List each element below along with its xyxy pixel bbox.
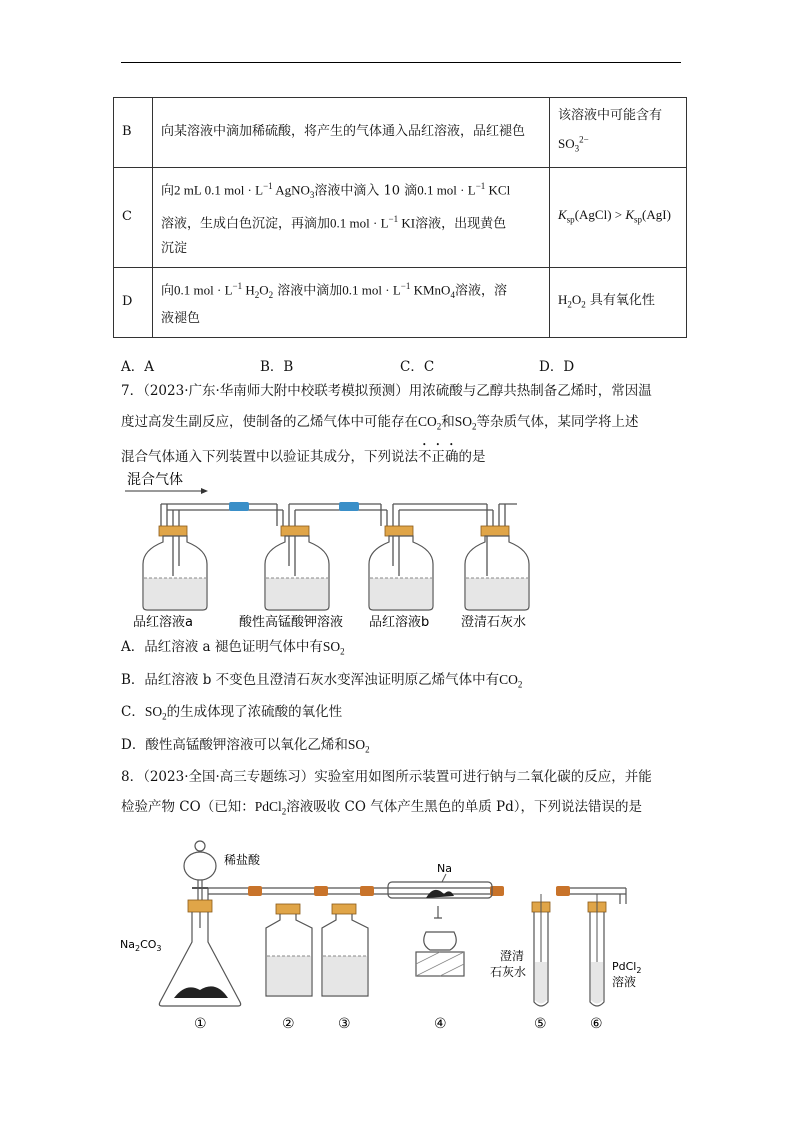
ksp-k: K bbox=[625, 207, 635, 223]
wash-bottle-2 bbox=[266, 904, 312, 996]
op-text: 向某溶液中滴加稀硫酸，将产生的气体通入品红溶液，品红褪色 bbox=[161, 124, 526, 140]
wash-bottle-3 bbox=[322, 904, 368, 996]
choice-a[interactable]: A．A bbox=[121, 359, 154, 375]
choice-d[interactable]: D．D bbox=[539, 359, 575, 375]
row-conclusion bbox=[550, 267, 687, 337]
text: 的是 bbox=[458, 449, 486, 465]
f-sub: 2 bbox=[281, 806, 287, 817]
apparatus-number: ⑤ bbox=[534, 1016, 547, 1032]
q8-stem-line2 bbox=[121, 797, 691, 822]
op-text: 溶液中滴入 10 滴 bbox=[314, 183, 418, 199]
op-text: 液褪色 bbox=[161, 310, 201, 326]
op-sub: 4 bbox=[450, 289, 455, 300]
q7-stem-line3 bbox=[121, 441, 691, 467]
q7-option-d[interactable] bbox=[121, 735, 691, 760]
emphasis-text: 不正确 bbox=[418, 449, 459, 465]
f-part: SO bbox=[558, 136, 575, 152]
f-sup: 2− bbox=[579, 135, 589, 145]
choice-b[interactable]: B．B bbox=[260, 359, 294, 375]
f-part: O bbox=[571, 292, 582, 308]
q7-stem-line1: 7．（2023·广东·华南师大附中校联考模拟预测）用浓硫酸与乙醇共热制备乙烯时，常因温 bbox=[121, 383, 652, 399]
f-sub: 2 bbox=[472, 421, 477, 432]
f-sub: 2 bbox=[134, 944, 141, 953]
text: 溶液吸收 CO 气体产生黑色的单质 Pd），下列说法错误的是 bbox=[286, 799, 642, 815]
text: 的生成体现了浓硫酸的氧化性 bbox=[166, 704, 343, 720]
row-conclusion bbox=[550, 98, 687, 168]
fig-title: 混合气体 bbox=[127, 472, 183, 488]
pdcl2-solution-label: 溶液 bbox=[612, 975, 637, 989]
q7-option-c[interactable] bbox=[121, 702, 691, 727]
apparatus-number: ① bbox=[194, 1016, 207, 1032]
op-text: 溶液，生成白色沉淀，再滴加 bbox=[161, 216, 331, 232]
f-sub: 3 bbox=[156, 944, 162, 953]
bottle-label: 品红溶液b bbox=[369, 615, 430, 628]
row-label: C bbox=[114, 167, 153, 267]
options-table bbox=[113, 97, 687, 338]
op-formula: 0.1 mol · L bbox=[342, 282, 401, 298]
ksp-end: (AgI) bbox=[642, 207, 671, 223]
row-operation bbox=[153, 98, 550, 168]
bottle-2 bbox=[265, 526, 329, 610]
limewater-label-2: 石灰水 bbox=[490, 965, 527, 979]
bottle-3 bbox=[369, 526, 433, 610]
f-sub: 2 bbox=[517, 679, 523, 690]
test-tube-5 bbox=[532, 894, 550, 1006]
apparatus-number: ⑥ bbox=[590, 1016, 603, 1032]
op-text: 溶液，出现黄色 bbox=[415, 216, 507, 232]
f-sub: 2 bbox=[436, 421, 442, 432]
op-formula: 2 mL 0.1 mol · L bbox=[174, 182, 264, 198]
f-sub: 3 bbox=[574, 143, 580, 154]
op-formula: KCl bbox=[485, 182, 511, 198]
op-formula: 0.1 mol · L bbox=[417, 182, 476, 198]
formula-so3 bbox=[558, 135, 589, 154]
text: 检验产物 CO（已知： bbox=[121, 799, 255, 815]
na2co3-label bbox=[120, 938, 162, 953]
f-sub: 2 bbox=[162, 711, 167, 722]
row-label: D bbox=[114, 267, 153, 337]
choice-c[interactable]: C．C bbox=[400, 359, 435, 375]
row-operation bbox=[153, 267, 550, 337]
op-formula: 0.1 mol · L bbox=[174, 282, 233, 298]
apparatus-number: ② bbox=[282, 1016, 295, 1032]
bottle-label: 澄清石灰水 bbox=[461, 615, 527, 628]
text: 和 bbox=[441, 414, 455, 430]
op-formula: O bbox=[259, 282, 269, 298]
header-rule bbox=[121, 62, 681, 63]
text: 等杂质气体，某同学将上述 bbox=[476, 414, 639, 430]
text: B．品红溶液 b 不变色且澄清石灰水变浑浊证明原乙烯气体中有 bbox=[121, 672, 500, 688]
op-sub: 2 bbox=[254, 289, 260, 300]
f-part: SO bbox=[347, 737, 366, 752]
ksp-k: K bbox=[558, 207, 567, 223]
bottle-label: 酸性高锰酸钾溶液 bbox=[239, 615, 344, 628]
f-part: Na bbox=[120, 938, 135, 951]
conclusion-text: 具有氧化性 bbox=[585, 293, 655, 309]
op-sub: 2 bbox=[268, 289, 274, 300]
op-text: 向 bbox=[161, 283, 175, 299]
table-row bbox=[114, 267, 687, 337]
q7-apparatus-figure bbox=[121, 466, 561, 628]
op-sub: 3 bbox=[309, 190, 315, 201]
text: 混合气体通入下列装置中以验证其成分，下列说法 bbox=[121, 449, 418, 465]
op-text: 沉淀 bbox=[161, 240, 188, 256]
text: A．品红溶液 a 褪色证明气体中有 bbox=[121, 639, 323, 655]
op-text: 向 bbox=[161, 183, 175, 199]
op-formula: KI bbox=[398, 215, 416, 231]
op-formula: 0.1 mol · L bbox=[330, 215, 389, 231]
limewater-label-1: 澄清 bbox=[500, 949, 525, 963]
f-part: CO bbox=[418, 414, 437, 429]
row-label: B bbox=[114, 98, 153, 168]
f-part: SO bbox=[144, 704, 163, 719]
text: C． bbox=[121, 704, 145, 720]
na-label: Na bbox=[437, 862, 452, 875]
text: 度过高发生副反应，使制备的乙烯气体中可能存在 bbox=[121, 414, 418, 430]
q7-option-a[interactable] bbox=[121, 637, 691, 662]
row-operation bbox=[153, 167, 550, 267]
conclusion-text: 该溶液中可能含有 bbox=[558, 108, 663, 123]
alcohol-lamp bbox=[416, 906, 464, 976]
ksp-sub: sp bbox=[634, 214, 643, 225]
op-text: 溶液中滴加 bbox=[273, 283, 343, 299]
reaction-tube bbox=[388, 862, 492, 898]
q7-option-b[interactable] bbox=[121, 670, 691, 695]
apparatus-number: ③ bbox=[338, 1016, 351, 1032]
bottle-1 bbox=[143, 526, 207, 610]
f-part: PdCl bbox=[254, 799, 282, 814]
op-sup: −1 bbox=[400, 280, 411, 291]
q8-apparatus-figure bbox=[116, 832, 656, 1032]
apparatus-number: ④ bbox=[434, 1016, 447, 1032]
q6-answer-choices bbox=[121, 355, 681, 375]
f-sub: 2 bbox=[567, 299, 572, 310]
f-part: H bbox=[558, 292, 568, 308]
op-formula: AgNO bbox=[272, 182, 310, 198]
dropping-funnel bbox=[184, 841, 216, 928]
table-row bbox=[114, 98, 687, 168]
f-part: SO bbox=[322, 639, 341, 654]
f-part: CO bbox=[499, 672, 518, 687]
bottle-4 bbox=[465, 526, 529, 610]
q8-stem-line1: 8．（2023·全国·高三专题练习）实验室用如图所示装置可进行钠与二氧化碳的反应，并能 bbox=[121, 769, 652, 785]
op-sup: −1 bbox=[263, 181, 273, 192]
f-sub: 2 bbox=[581, 299, 586, 310]
op-formula: KMnO bbox=[410, 282, 451, 298]
flow-arrow bbox=[125, 488, 208, 494]
text: D．酸性高锰酸钾溶液可以氧化乙烯和 bbox=[121, 737, 348, 753]
bottle-label: 品红溶液a bbox=[133, 615, 193, 628]
op-sup: −1 bbox=[475, 181, 486, 192]
q7-stem-line2 bbox=[121, 412, 691, 437]
pipes bbox=[161, 504, 517, 576]
op-text: 溶液，溶 bbox=[454, 283, 507, 299]
hcl-label: 稀盐酸 bbox=[224, 853, 261, 867]
op-sup: −1 bbox=[232, 280, 243, 291]
pdcl2-label bbox=[612, 960, 641, 975]
f-sub: 2 bbox=[340, 646, 345, 657]
op-sup: −1 bbox=[388, 214, 399, 225]
table-row bbox=[114, 167, 687, 267]
f-part: SO bbox=[454, 414, 473, 429]
f-part: PdCl bbox=[612, 960, 637, 973]
f-sub: 2 bbox=[636, 966, 642, 975]
ksp-sub: sp bbox=[566, 214, 575, 225]
row-conclusion bbox=[550, 167, 687, 267]
ksp-mid: (AgCl) > bbox=[574, 207, 626, 223]
op-formula: H bbox=[242, 282, 255, 298]
f-sub: 2 bbox=[365, 744, 370, 755]
test-tube-6 bbox=[588, 894, 606, 1006]
f-part: CO bbox=[140, 938, 157, 951]
